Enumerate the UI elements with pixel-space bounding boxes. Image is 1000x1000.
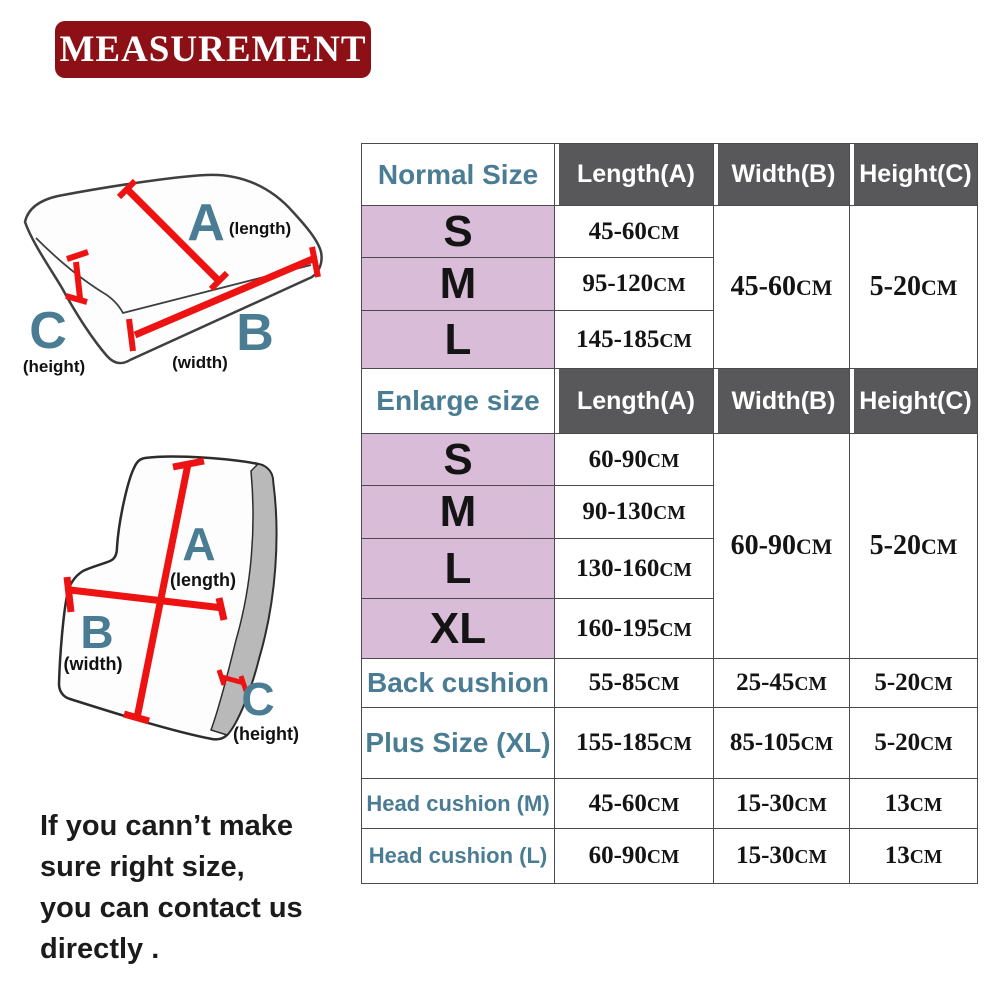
- length-value: 60-90CM: [588, 842, 680, 869]
- label-a: A: [187, 194, 225, 252]
- label-c: C: [241, 673, 275, 725]
- extra-row-label-text: Back cushion: [366, 667, 550, 698]
- extra-row-label: [362, 659, 554, 707]
- measurement-title-banner: [55, 21, 371, 78]
- label-b-sub: (width): [172, 353, 228, 372]
- width-value: 45-60CM: [730, 271, 833, 302]
- column-header-label: Length(A): [576, 160, 696, 188]
- height-value: 5-20CM: [869, 271, 958, 302]
- size-letter: L: [444, 314, 472, 364]
- length-value-cell: [555, 311, 713, 368]
- size-letter: S: [443, 206, 473, 256]
- length-value-cell: [555, 539, 713, 598]
- width-value-cell: [714, 708, 849, 778]
- length-value: 55-85CM: [588, 669, 680, 696]
- length-value: 155-185CM: [576, 729, 692, 756]
- length-value: 45-60CM: [588, 789, 680, 817]
- length-value: 145-185CM: [576, 325, 692, 353]
- height-value-cell: [850, 829, 977, 883]
- length-value-cell: [555, 599, 713, 658]
- length-value-cell: [555, 206, 713, 257]
- note-line: If you cann’t make: [40, 810, 294, 842]
- width-value: 85-105CM: [729, 729, 834, 756]
- width-value: 15-30CM: [736, 842, 827, 869]
- size-row-label: [362, 258, 554, 310]
- label-a-sub: (length): [170, 570, 236, 590]
- length-value-cell: [555, 434, 713, 485]
- size-letter: S: [443, 434, 473, 484]
- extra-row-label: [362, 829, 554, 883]
- height-value-cell: [850, 779, 977, 828]
- column-header-label: Height(C): [859, 386, 972, 415]
- column-header-label: Width(B): [731, 386, 836, 415]
- size-row-label: [362, 599, 554, 658]
- height-value: 5-20CM: [869, 530, 958, 561]
- size-row-label: [362, 539, 554, 598]
- width-value-cell: [714, 659, 849, 707]
- size-row-label: [362, 311, 554, 368]
- length-value-cell: [555, 486, 713, 538]
- label-b: B: [236, 304, 274, 362]
- column-header-height: [850, 369, 977, 433]
- length-value-cell: [555, 258, 713, 310]
- width-value: 60-90CM: [730, 530, 833, 561]
- column-header-height: [850, 144, 977, 205]
- label-a-sub: (length): [228, 219, 292, 238]
- column-header-length: [555, 144, 713, 205]
- size-letter: L: [444, 543, 472, 593]
- contact-note: [40, 806, 380, 970]
- extra-row-label-text: Plus Size (XL): [365, 727, 551, 758]
- extra-row-label: [362, 779, 554, 828]
- height-merged-cell: [850, 206, 977, 368]
- extra-row-label-text: Head cushion (L): [368, 843, 548, 868]
- column-header-label: Width(B): [731, 160, 836, 188]
- note-line: directly .: [40, 933, 160, 965]
- height-value: 13CM: [884, 842, 943, 869]
- section-header-normal: [362, 144, 554, 205]
- size-letter: XL: [429, 603, 487, 653]
- section-label: Normal Size: [377, 158, 539, 190]
- extra-row-label-text: Head cushion (M): [366, 790, 550, 816]
- column-header-width: [714, 369, 849, 433]
- length-value: 95-120CM: [582, 270, 686, 297]
- section-header-enlarge: [362, 369, 554, 433]
- length-value: 60-90CM: [588, 445, 680, 473]
- seat-cushion-diagram: [10, 150, 350, 400]
- extra-row-label: [362, 708, 554, 778]
- length-value: 90-130CM: [582, 498, 686, 525]
- size-row-label: [362, 206, 554, 257]
- column-header-label: Height(C): [859, 160, 972, 188]
- length-value-cell: [555, 829, 713, 883]
- label-c-sub: (height): [22, 357, 86, 376]
- height-value: 5-20CM: [874, 669, 953, 696]
- section-label: Enlarge size: [376, 385, 540, 416]
- width-value: 15-30CM: [736, 789, 827, 817]
- page-title: MEASUREMENT: [59, 29, 367, 70]
- size-table: [361, 143, 978, 884]
- length-value: 130-160CM: [576, 554, 692, 582]
- label-b: B: [80, 606, 114, 658]
- label-b-sub: (width): [63, 654, 123, 674]
- column-header-label: Length(A): [576, 386, 696, 415]
- height-value-cell: [850, 708, 977, 778]
- height-value: 5-20CM: [874, 729, 953, 756]
- back-cushion-diagram: [30, 430, 330, 760]
- width-merged-cell: [714, 206, 849, 368]
- size-row-label: [362, 434, 554, 485]
- length-value-cell: [555, 659, 713, 707]
- length-value: 45-60CM: [588, 217, 680, 245]
- width-merged-cell: [714, 434, 849, 658]
- size-letter: M: [439, 259, 477, 308]
- height-merged-cell: [850, 434, 977, 658]
- size-row-label: [362, 486, 554, 538]
- width-value-cell: [714, 829, 849, 883]
- label-c-sub: (height): [233, 724, 299, 744]
- height-value: 13CM: [884, 789, 943, 817]
- length-value-cell: [555, 708, 713, 778]
- label-a: A: [182, 518, 216, 570]
- length-value: 160-195CM: [576, 614, 692, 642]
- label-c: C: [29, 302, 67, 360]
- height-value-cell: [850, 659, 977, 707]
- note-line: sure right size,: [40, 851, 245, 883]
- note-line: you can contact us: [40, 892, 303, 924]
- size-letter: M: [439, 487, 477, 536]
- width-value-cell: [714, 779, 849, 828]
- length-value-cell: [555, 779, 713, 828]
- column-header-width: [714, 144, 849, 205]
- column-header-length: [555, 369, 713, 433]
- width-value: 25-45CM: [736, 669, 827, 696]
